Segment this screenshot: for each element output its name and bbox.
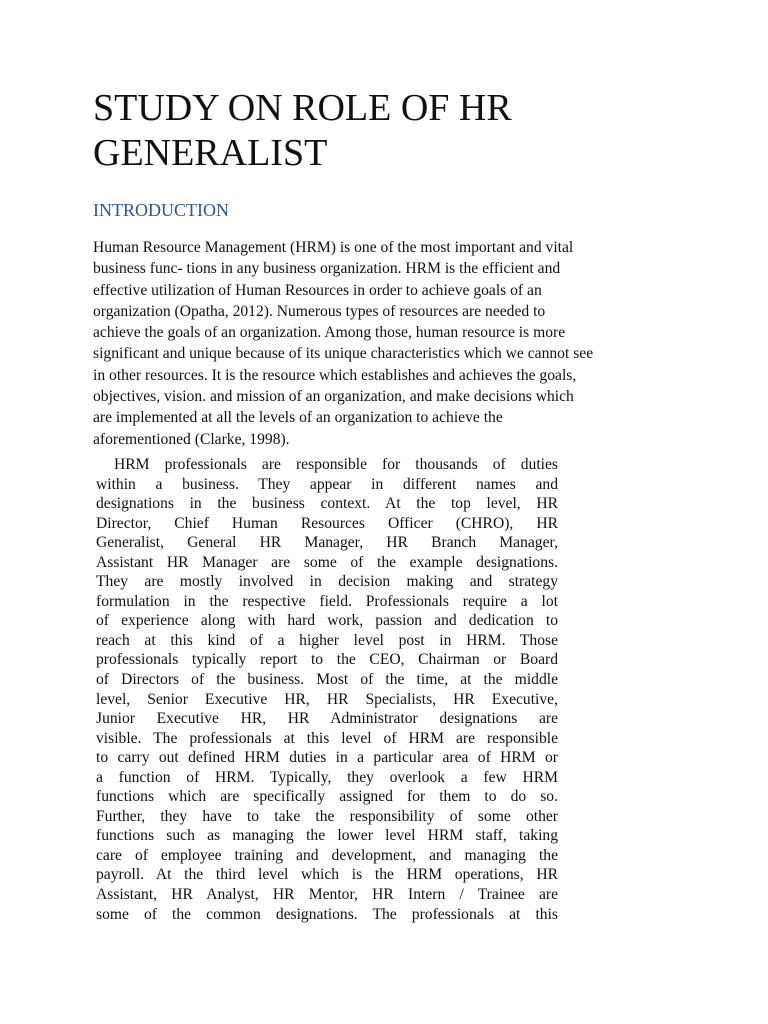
text-line: significant and unique because of its unique characteristics which we cannot see xyxy=(93,345,594,363)
text-line: They are mostly involved in decision making and strategy xyxy=(96,573,558,591)
text-line: Generalist, General HR Manager, HR Branch Manager, xyxy=(96,534,558,552)
section-heading-introduction: INTRODUCTION xyxy=(93,200,229,220)
hrm-professionals-paragraph xyxy=(96,455,558,924)
text-line: of Directors of the business. Most of the time, at the middle xyxy=(96,671,558,689)
text-line: functions such as managing the lower level HRM staff, taking xyxy=(96,827,558,845)
text-line: professionals typically report to the CEO, Chairman or Board xyxy=(96,651,558,669)
title-line: STUDY ON ROLE OF HR xyxy=(93,87,512,129)
text-line: in other resources. It is the resource which establishes and achieves the goals, xyxy=(93,366,577,384)
text-line: Further, they have to take the responsibility of some other xyxy=(96,807,558,825)
text-line: business func- tions in any business organization. HRM is the efficient and xyxy=(93,260,561,278)
text-line: reach at this kind of a higher level post in HRM. Those xyxy=(96,631,558,649)
title-line: GENERALIST xyxy=(93,132,328,174)
text-line: aforementioned (Clarke, 1998). xyxy=(93,430,290,448)
text-line: formulation in the respective field. Professionals require a lot xyxy=(96,592,558,610)
text-line: Junior Executive HR, HR Administrator designations are xyxy=(96,710,558,728)
text-line: visible. The professionals at this level of HRM are responsible xyxy=(96,729,558,747)
text-line: functions which are specifically assigned for them to do so. xyxy=(96,788,558,806)
text-line: are implemented at all the levels of an organization to achieve the xyxy=(93,409,503,427)
text-line: of experience along with hard work, passion and dedication to xyxy=(96,612,558,630)
text-line: achieve the goals of an organization. Among those, human resource is more xyxy=(93,324,566,342)
text-line: designations in the business context. At the top level, HR xyxy=(96,495,558,513)
intro-paragraph xyxy=(93,237,693,450)
document-title xyxy=(93,86,653,176)
text-line: objectives, vision. and mission of an organization, and make decisions which xyxy=(93,388,574,406)
text-line: HRM professionals are responsible for thousands of duties xyxy=(114,456,558,473)
text-line: Human Resource Management (HRM) is one of the most important and vital xyxy=(93,239,574,256)
text-line: to carry out defined HRM duties in a particular area of HRM or xyxy=(96,749,558,767)
text-line: Assistant HR Manager are some of the example designations. xyxy=(96,553,558,571)
text-line: Director, Chief Human Resources Officer (CHRO), HR xyxy=(96,514,558,532)
text-line: Assistant, HR Analyst, HR Mentor, HR Intern / Trainee are xyxy=(96,886,558,904)
text-line: within a business. They appear in different names and xyxy=(96,475,558,493)
text-line: level, Senior Executive HR, HR Specialists, HR Executive, xyxy=(96,690,558,708)
text-line: care of employee training and development, and managing the xyxy=(96,846,558,864)
text-line: effective utilization of Human Resources in order to achieve goals of an xyxy=(93,281,542,299)
text-line: organization (Opatha, 2012). Numerous types of resources are needed to xyxy=(93,302,546,320)
text-line: a function of HRM. Typically, they overlook a few HRM xyxy=(96,768,558,786)
text-line: payroll. At the third level which is the HRM operations, HR xyxy=(96,866,558,884)
text-line: some of the common designations. The professionals at this xyxy=(96,905,558,923)
